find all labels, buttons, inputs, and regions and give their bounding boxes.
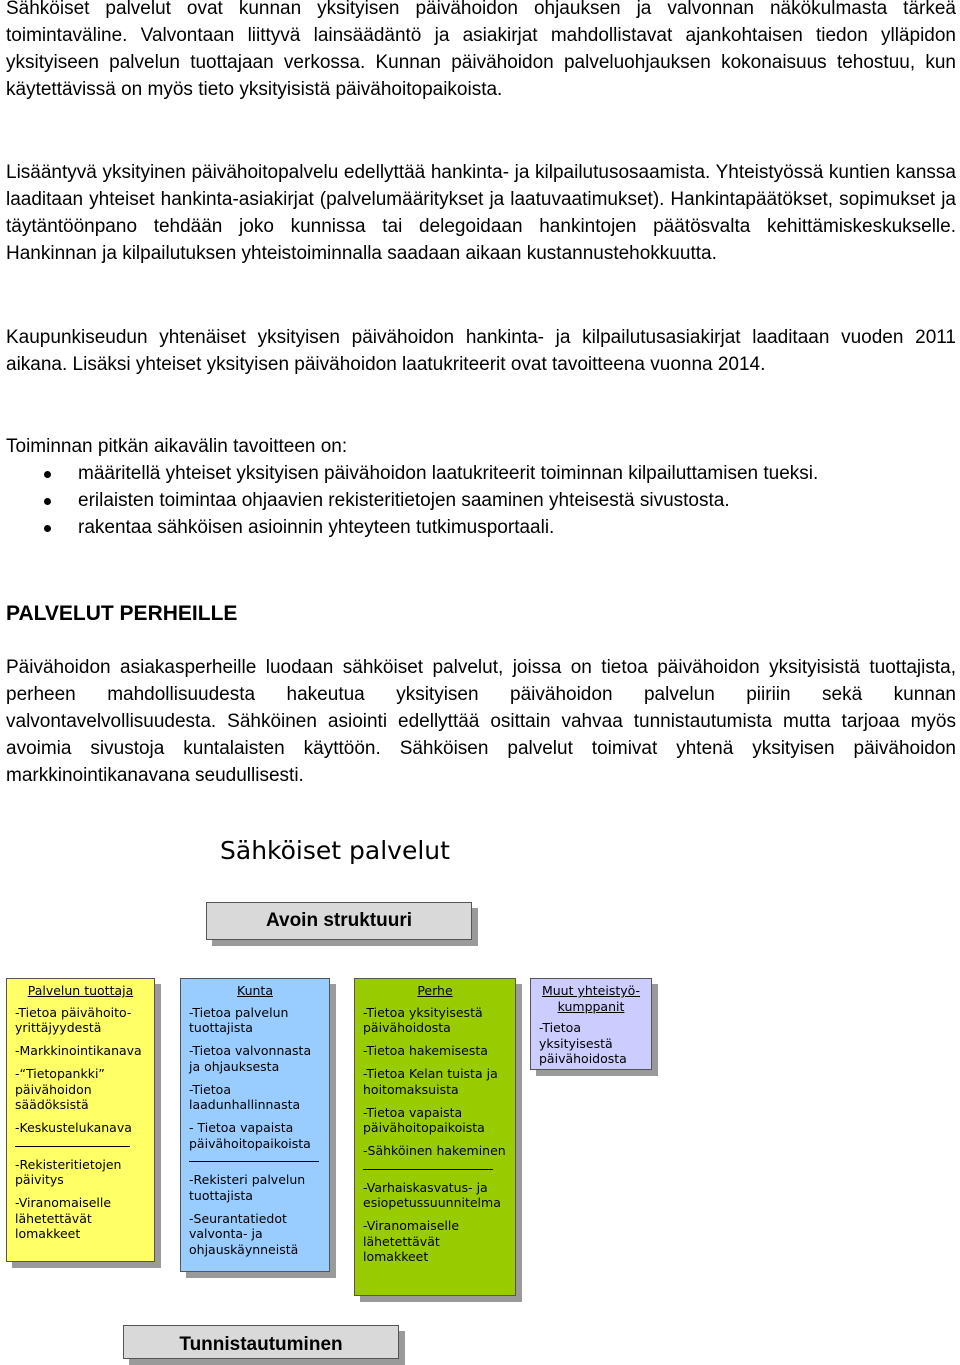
top-bar-label: Avoin struktuuri <box>265 910 413 931</box>
paragraph-documents: Kaupunkiseudun yhtenäiset yksityisen päivähoidon hankinta- ja kilpailutusasiakirjat laaditaan vuoden 2011 aikana. Lisäksi yhteiset yksityisen päivähoidon laatukriteerit ovat tavoitteena vuonna 2014. <box>6 327 956 375</box>
divider <box>189 1161 319 1162</box>
paragraph-families: Päivähoidon asiakasperheille luodaan sähköiset palvelut, joissa on tietoa päivähoidon yksityisistä tuottajista, perheen mahdollisuudesta hakeutua yksityisen päivähoidon palvelun piiriin sekä kunnan valvontavelvollisuudesta. Sähköinen asiointi edellyttää osittain vahvaa tunnistautumista mutta tarjoaa myös avoimia sivustoja kuntalaisten käyttöön. Sähköisen palvelut toimivat yhtenä yksityisen päivähoidon markkinointikanavana seudullisesti. <box>6 657 956 786</box>
column-municipality <box>180 978 330 1272</box>
list-item: -Viranomaiselle lähetettävät lomakkeet <box>15 1195 112 1241</box>
column-service-provider <box>6 978 155 1262</box>
list-item: -Keskustelukanava <box>15 1120 132 1135</box>
list-item: -Varhaiskasvatus- ja esiopetussuunnitelma <box>363 1179 501 1210</box>
column-partners <box>530 978 652 1070</box>
list-item: erilaisten toimintaa ohjaavien rekisteritietojen saaminen yhteisestä sivustosta. <box>6 487 956 514</box>
list-item: -Tietoa päivähoito-yrittäjyydestä <box>15 1004 132 1035</box>
list-item: rakentaa sähköisen asioinnin yhteyteen tutkimusportaali. <box>6 514 956 541</box>
paragraph-intro: Sähköiset palvelut ovat kunnan yksityisen päivähoidon ohjauksen ja valvonnan näkökulmasta tärkeä toimintaväline. Valvontaan liittyvä lainsäädäntö ja asiakirjat mahdollistavat ajankohtaisen tiedon ylläpidon yksityiseen palvelun tuottajaan verkossa. Kunnan päivähoidon palveluohjauksen kokonaisuus tehostuu, kun käytettävissä on myös tieto yksityisistä päivähoitopaikoista. <box>6 0 956 100</box>
column-title: Muut yhteistyö-kumppanit <box>541 983 641 1014</box>
list-item: -Viranomaiselle lähetettävät lomakkeet <box>363 1218 460 1264</box>
bullet-icon <box>44 498 51 505</box>
list-item: määritellä yhteiset yksityisen päivähoidon laatukriteerit toiminnan kilpailuttamisen tueksi. <box>6 460 956 487</box>
column-title: Palvelun tuottaja <box>27 983 134 998</box>
list-item: -Rekisteritietojen päivitys <box>15 1156 122 1187</box>
bullet-icon <box>44 525 51 532</box>
list-item: -Tietoa palvelun tuottajista <box>189 1004 289 1035</box>
divider <box>15 1146 130 1147</box>
divider <box>363 1169 493 1170</box>
bottom-bar <box>123 1325 399 1359</box>
list-item: -Sähköinen hakeminen <box>363 1143 506 1158</box>
list-item: -Rekisteri palvelun tuottajista <box>189 1172 306 1203</box>
goals-list <box>6 460 956 541</box>
list-item: -Tietoa yksityisestä päivähoidosta <box>363 1004 483 1035</box>
list-item: -Tietoa vapaista päivähoitopaikoista <box>363 1104 485 1135</box>
top-bar <box>206 902 472 940</box>
column-title: Kunta <box>237 983 273 998</box>
list-item: -“Tietopankki” päivähoidon säädöksistä <box>15 1066 105 1112</box>
list-item: -Tietoa hakemisesta <box>363 1043 488 1058</box>
list-item: -Seurantatiedot valvonta- ja ohjauskäynneistä <box>189 1210 299 1257</box>
diagram-title: Sähköiset palvelut <box>220 836 450 865</box>
list-item: -Tietoa valvonnasta ja ohjauksesta <box>189 1043 312 1074</box>
column-title: Perhe <box>417 983 453 998</box>
bottom-bar-label: Tunnistautuminen <box>179 1334 343 1355</box>
list-item: -Tietoa yksityisestä päivähoidosta <box>539 1020 627 1066</box>
list-item: -Markkinointikanava <box>15 1043 142 1058</box>
bullet-icon <box>44 471 51 478</box>
section-heading: PALVELUT PERHEILLE <box>6 602 238 625</box>
list-item: - Tietoa vapaista päivähoitopaikoista <box>189 1120 311 1151</box>
list-item: -Tietoa Kelan tuista ja hoitomaksuista <box>363 1066 498 1097</box>
column-family <box>354 978 516 1296</box>
paragraph-procurement: Lisääntyvä yksityinen päivähoitopalvelu edellyttää hankinta- ja kilpailutusosaamista. Yhteistyössä kuntien kanssa laaditaan yhteiset hankinta-asiakirjat (palvelumääritykset ja laatuvaatimukset). Hankintapäätökset, sopimukset ja täytäntöönpano tehdään joko kunnissa tai delegoidaan hankintojen päätösvalta kehittämiskeskukselle. Hankinnan ja kilpailutuksen yhteistoiminnalla saadaan aikaan kustannustehokkuutta. <box>6 162 956 264</box>
list-item: -Tietoa laadunhallinnasta <box>189 1081 301 1112</box>
paragraph-goals-intro: Toiminnan pitkän aikavälin tavoitteen on: <box>6 436 348 457</box>
